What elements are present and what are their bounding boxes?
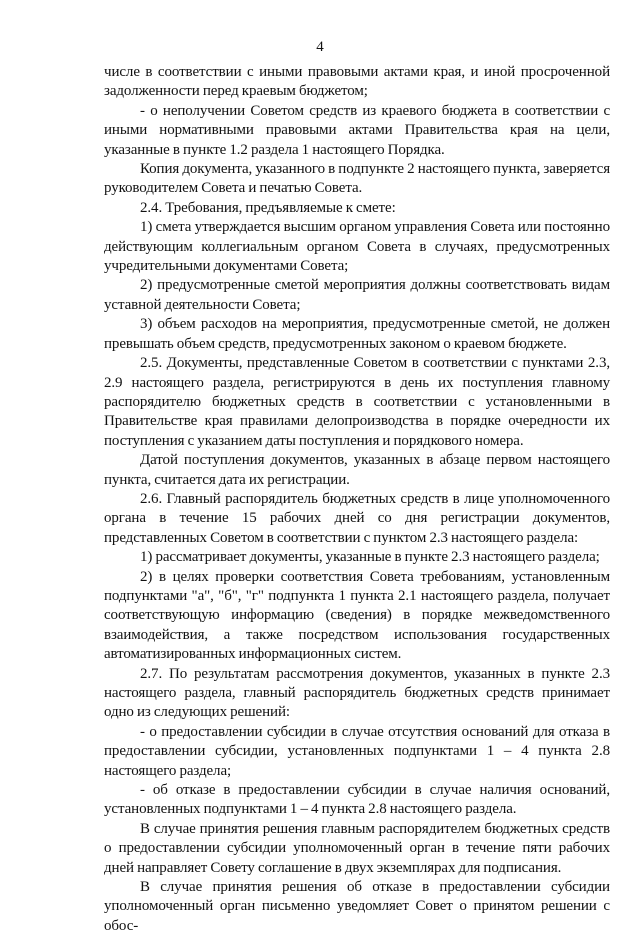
paragraph: Датой поступления документов, указанных в абзаце первом настоящего пункта, считается дата их регистрации. — [104, 452, 610, 488]
paragraph: - об отказе в предоставлении субсидии в случае наличия оснований, установленных подпунктами 1 – 4 пункта 2.8 настоящего раздела. — [104, 782, 610, 818]
paragraph: - о неполучении Советом средств из краевого бюджета в соответствии с иными нормативными правовыми актами Правительства края на цели, указанные в пункте 1.2 раздела 1 настоящего Порядка. — [104, 102, 610, 158]
paragraph: 2) предусмотренные сметой мероприятия должны соответствовать видам уставной деятельности Совета; — [104, 277, 610, 313]
paragraph: 3) объем расходов на мероприятия, предусмотренные сметой, не должен превышать объем средств, предусмотренных законом о краевом бюджете. — [104, 316, 610, 352]
paragraph: 2) в целях проверки соответствия Совета требованиям, установленным подпунктами "а", "б", "г" подпункта 1 пункта 2.1 настоящего раздела, получает соответствующую информацию (сведения) в порядке межведомственного взаимодействия, а также посредством использования государственных автоматизированных информационных систем. — [104, 568, 610, 663]
paragraph: Копия документа, указанного в подпункте 2 настоящего пункта, заверяется руководителем Совета и печатью Совета. — [104, 161, 610, 197]
paragraph: В случае принятия решения главным распорядителем бюджетных средств о предоставлении субсидии уполномоченный орган в течение пяти рабочих дней направляет Совету соглашение в двух экземплярах для подписания. — [104, 820, 610, 876]
paragraph: 2.7. По результатам рассмотрения документов, указанных в пункте 2.3 настоящего раздела, главный распорядитель бюджетных средств принимает одно из следующих решений: — [104, 665, 610, 721]
paragraph: В случае принятия решения об отказе в предоставлении субсидии уполномоченный орган письменно уведомляет Совет о принятом решении с обос- — [104, 879, 610, 934]
paragraph: 2.5. Документы, представленные Советом в соответствии с пунктами 2.3, 2.9 настоящего раздела, регистрируются в день их поступления главному распорядителю бюджетных средств в соответствии с установленными в Правительстве края правилами делопроизводства в порядке очередности их поступления с указанием даты поступления и порядкового номера. — [104, 355, 610, 449]
paragraph: 1) смета утверждается высшим органом управления Совета или постоянно действующим коллегиальным органом Совета в случаях, предусмотренных учредительными документами Совета; — [104, 219, 610, 275]
document-body — [104, 63, 610, 936]
section-heading: 2.4. Требования, предъявляемые к смете: — [140, 199, 396, 216]
paragraph: 2.6. Главный распорядитель бюджетных средств в лице уполномоченного органа в течение 15 рабочих дней со дня регистрации документов, представленных Советом в соответствии с пунктом 2.3 настоящего раздела: — [104, 490, 610, 546]
paragraph: числе в соответствии с иными правовыми актами края, и иной просроченной задолженности перед краевым бюджетом; — [104, 64, 610, 100]
paragraph: - о предоставлении субсидии в случае отсутствия оснований для отказа в предоставлении субсидии, установленных подпунктами 1 – 4 пункта 2.8 настоящего раздела; — [104, 723, 610, 779]
paragraph: 1) рассматривает документы, указанные в пункте 2.3 настоящего раздела; — [140, 549, 600, 566]
page-number: 4 — [316, 39, 324, 55]
